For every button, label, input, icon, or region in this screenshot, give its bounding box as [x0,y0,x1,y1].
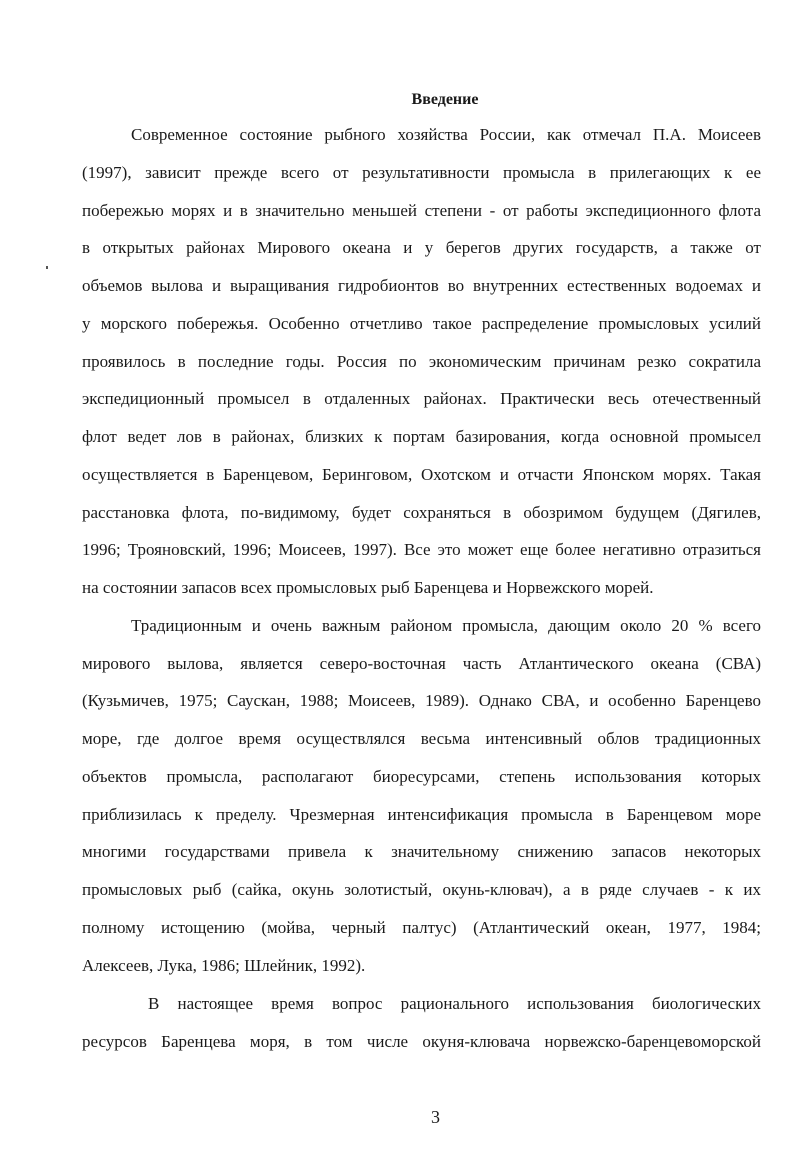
scan-artifact-mark [46,266,48,269]
paragraph-line: у морского побережья. Особенно отчетливо такое распределение промысловых усилий [82,314,761,333]
paragraph-line: приблизилась к пределу. Чрезмерная интенсификация промысла в Баренцевом море [82,805,761,824]
paragraph-line: мирового вылова, является северо-восточная часть Атлантического океана (СВА) [82,654,761,673]
paragraph-line: объемов вылова и выращивания гидробионтов во внутренних естественных водоемах и [82,276,761,295]
paragraph-line: Традиционным и очень важным районом промысла, дающим около 20 % всего [131,616,761,635]
paragraph-line: осуществляется в Баренцевом, Беринговом, Охотском и отчасти Японском морях. Такая [82,465,761,484]
paragraph-line: В настоящее время вопрос рационального использования биологических [148,994,761,1013]
paragraph-line: Алексеев, Лука, 1986; Шлейник, 1992). [82,956,366,975]
paragraph-line: в открытых районах Мирового океана и у берегов других государств, а также от [82,238,761,257]
paragraph-line: (1997), зависит прежде всего от результативности промысла в прилегающих к ее [82,163,761,182]
paragraph-line: проявилось в последние годы. Россия по экономическим причинам резко сократила [82,352,761,371]
paragraph-line: объектов промысла, располагают биоресурсами, степень использования которых [82,767,761,786]
paragraph-line: расстановка флота, по-видимому, будет сохраняться в обозримом будущем (Дягилев, [82,503,761,522]
paragraph-line: полному истощению (мойва, черный палтус) (Атлантический океан, 1977, 1984; [82,918,761,937]
paragraph-line: флот ведет лов в районах, близких к портам базирования, когда основной промысел [82,427,761,446]
paragraph-line: 1996; Трояновский, 1996; Моисеев, 1997). Все это может еще более негативно отразиться [82,540,761,559]
paragraph-line: ресурсов Баренцева моря, в том числе окуня-клювача норвежско-баренцевоморской [82,1032,761,1051]
section-heading: Введение [411,91,479,108]
paragraph-line: экспедиционный промысел в отдаленных районах. Практически весь отечественный [82,389,761,408]
paragraph-line: многими государствами привела к значительному снижению запасов некоторых [82,842,761,861]
paragraph-line: море, где долгое время осуществлялся весьма интенсивный облов традиционных [82,729,761,748]
page-number: 3 [431,1107,440,1127]
paragraph-line: Современное состояние рыбного хозяйства России, как отмечал П.А. Моисеев [131,125,761,144]
paragraph-line: на состоянии запасов всех промысловых рыб Баренцева и Норвежского морей. [82,578,654,597]
paragraph-line: (Кузьмичев, 1975; Саускан, 1988; Моисеев, 1989). Однако СВА, и особенно Баренцево [82,691,761,710]
paragraph-line: промысловых рыб (сайка, окунь золотистый, окунь-клювач), а в ряде случаев - к их [82,880,761,899]
paragraph-line: побережью морях и в значительно меньшей степени - от работы экспедиционного флота [82,201,761,220]
